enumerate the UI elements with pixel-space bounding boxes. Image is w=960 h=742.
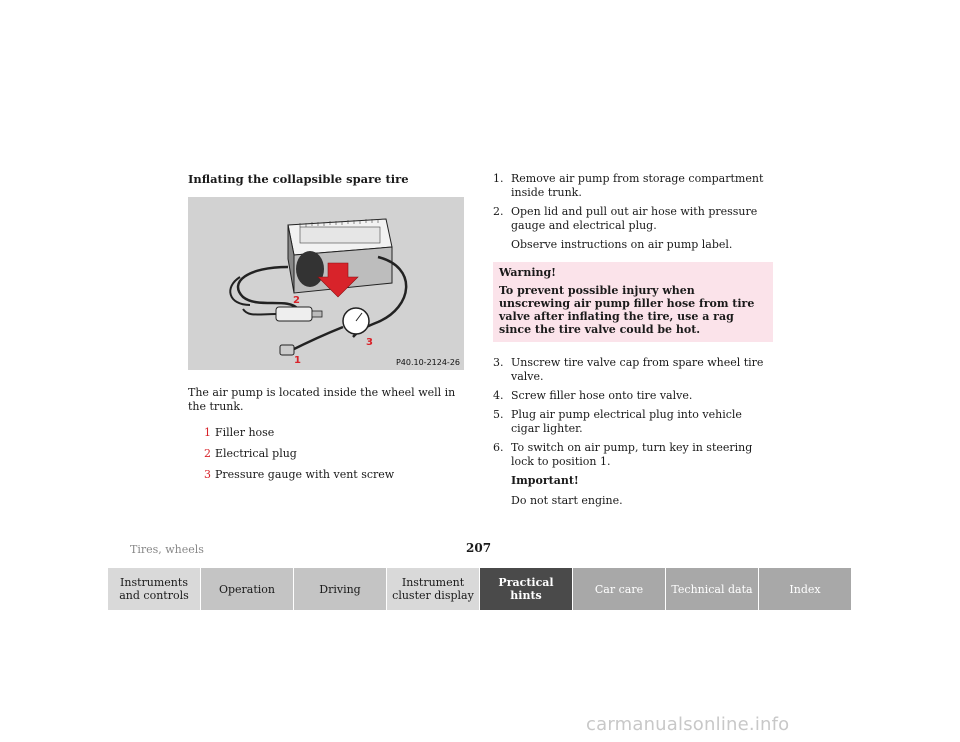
step-text: Screw filler hose onto tire valve. xyxy=(511,389,693,402)
intro-text: The air pump is located inside the wheel well in the trunk. xyxy=(188,386,456,413)
nav-tab-practical-hints[interactable]: Practical hints xyxy=(480,568,573,610)
legend-number: 1 xyxy=(204,426,211,439)
footer-section-name: Tires, wheels xyxy=(130,543,204,556)
watermark-text: carmanualsonline.info xyxy=(586,714,790,735)
step-number: 2. xyxy=(493,205,504,218)
legend-item xyxy=(204,468,464,482)
right-column xyxy=(493,172,773,514)
page-number: 207 xyxy=(466,541,492,555)
nav-tab-index[interactable]: Index xyxy=(759,568,852,610)
step-item xyxy=(493,389,773,403)
warning-box xyxy=(493,262,773,342)
nav-tab-instruments-and-controls[interactable]: Instruments and controls xyxy=(108,568,201,610)
legend-label: Filler hose xyxy=(215,426,275,439)
step-item xyxy=(493,356,773,384)
nav-tab-instrument-cluster-display[interactable]: Instrument cluster display xyxy=(387,568,480,610)
step-number: 5. xyxy=(493,408,504,421)
steps-list-a xyxy=(493,172,773,233)
nav-tab-car-care[interactable]: Car care xyxy=(573,568,666,610)
step-number: 3. xyxy=(493,356,504,369)
legend-label: Electrical plug xyxy=(215,447,297,460)
nav-tab-driving[interactable]: Driving xyxy=(294,568,387,610)
figure-code: P40.10-2124-26 xyxy=(395,358,460,367)
nav-tab-technical-data[interactable]: Technical data xyxy=(666,568,759,610)
legend-label: Pressure gauge with vent screw xyxy=(215,468,395,481)
step-note: Observe instructions on air pump label. xyxy=(511,238,733,251)
chapter-nav-bar xyxy=(108,568,852,610)
legend-number: 3 xyxy=(204,468,211,481)
important-label: Important! xyxy=(511,474,579,487)
step-text: Remove air pump from storage compartment inside trunk. xyxy=(511,172,764,199)
step-item xyxy=(493,408,773,436)
legend-item xyxy=(204,447,464,461)
legend-number: 2 xyxy=(204,447,211,460)
step-text: Open lid and pull out air hose with pressure gauge and electrical plug. xyxy=(511,205,758,232)
warning-title: Warning! xyxy=(499,266,557,279)
air-pump-illustration xyxy=(188,197,464,370)
callout-1: 1 xyxy=(294,355,301,366)
step-number: 4. xyxy=(493,389,504,402)
step-item xyxy=(493,205,773,233)
step-number: 6. xyxy=(493,441,504,454)
left-column xyxy=(188,172,464,489)
air-pump-figure xyxy=(188,197,464,370)
warning-text: To prevent possible injury when unscrewing air pump filler hose from tire valve after inflating the tire, use a rag since the tire valve could be hot. xyxy=(499,284,755,336)
step-text: Plug air pump electrical plug into vehicle cigar lighter. xyxy=(511,408,742,435)
important-text: Do not start engine. xyxy=(511,494,623,507)
callout-2: 2 xyxy=(293,295,300,306)
step-number: 1. xyxy=(493,172,504,185)
callout-3: 3 xyxy=(366,337,373,348)
step-item xyxy=(493,172,773,200)
nav-tab-operation[interactable]: Operation xyxy=(201,568,294,610)
legend-item xyxy=(204,426,464,440)
step-text: Unscrew tire valve cap from spare wheel tire valve. xyxy=(511,356,764,383)
step-item xyxy=(493,441,773,469)
section-title: Inflating the collapsible spare tire xyxy=(188,172,409,186)
figure-legend xyxy=(204,426,464,482)
step-text: To switch on air pump, turn key in steering lock to position 1. xyxy=(511,441,753,468)
steps-list-b xyxy=(493,356,773,469)
